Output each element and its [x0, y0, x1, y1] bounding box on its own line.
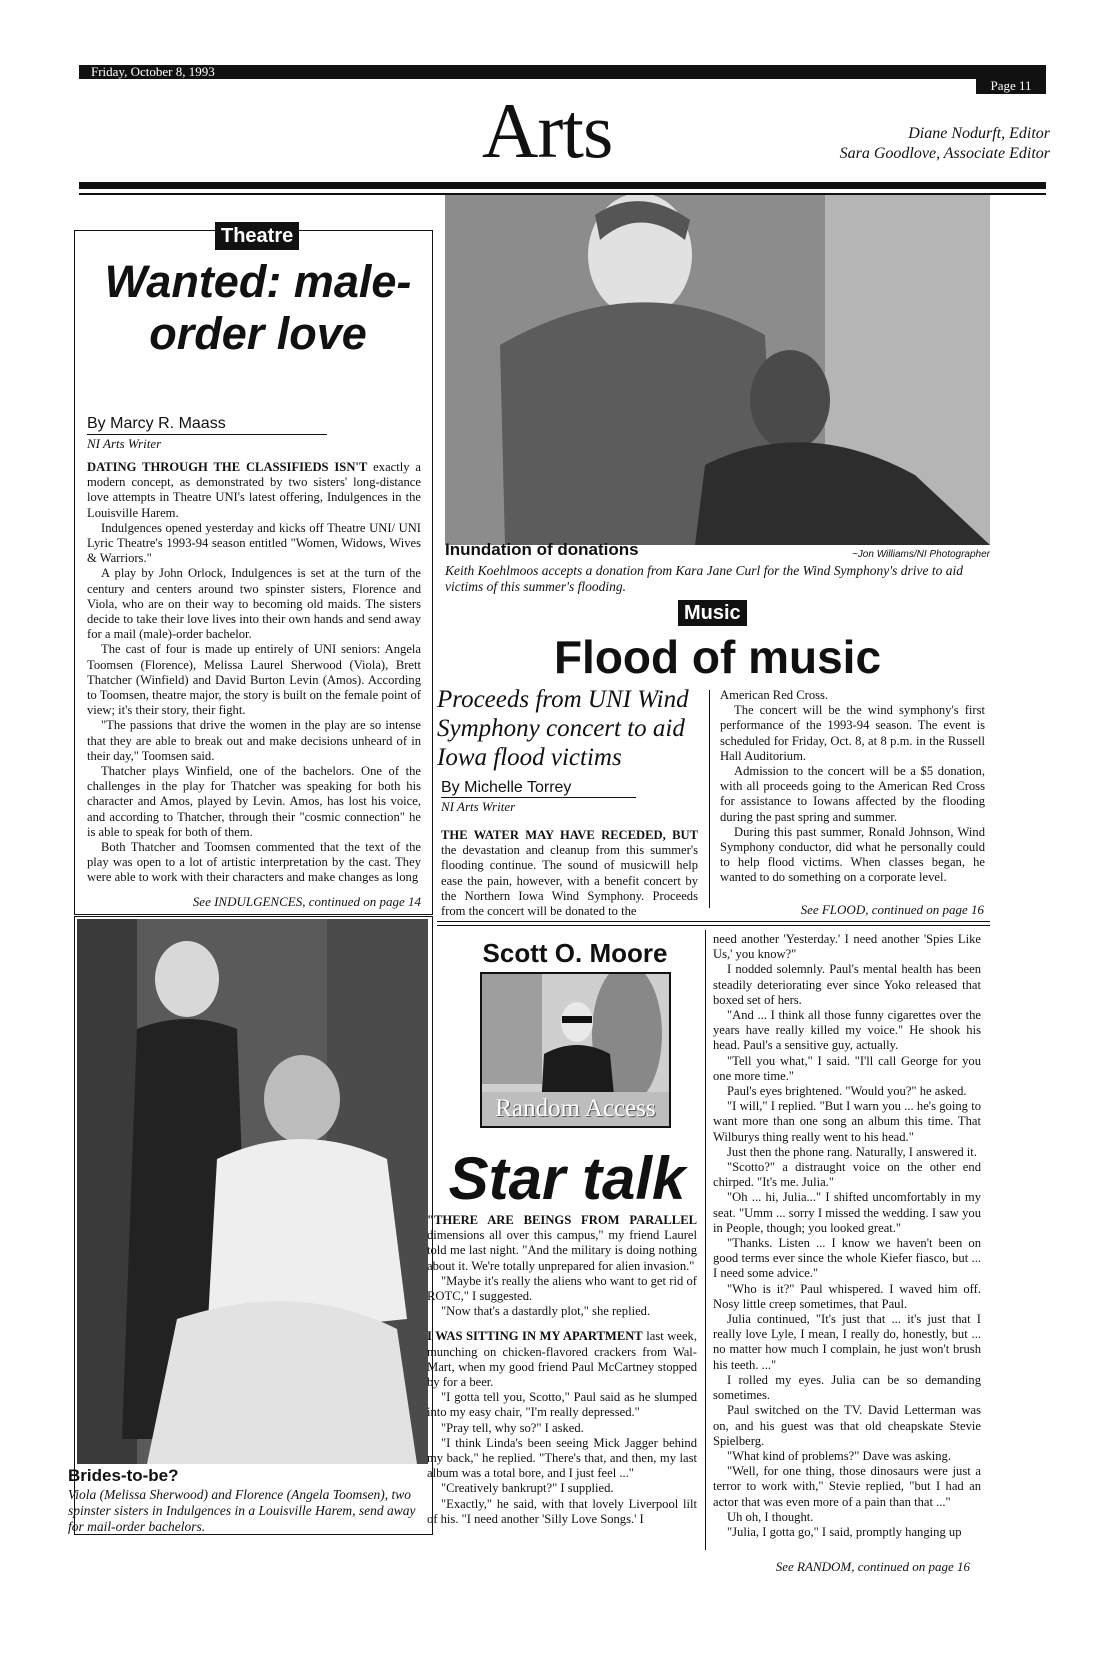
column-paragraph: Just then the phone rang. Naturally, I answered it. — [727, 1144, 977, 1159]
theatre-label: Theatre — [215, 222, 299, 250]
theatre-paragraph: "The passions that drive the women in the play are so intense that they are able to break out and make decisions unheard of in their day," Toomsen said. — [87, 718, 421, 763]
column-paragraph: "Maybe it's really the aliens who want to get rid of ROTC," I suggested. — [427, 1273, 697, 1304]
music-paragraph: During this past summer, Ronald Johnson, Wind Symphony conductor, did what he personally could to help flood victims. When classes began, he wanted to do something on a corporate level. — [720, 824, 985, 885]
theatre-headline-line1: Wanted: male- — [104, 256, 412, 307]
columnist-photo — [480, 972, 671, 1128]
music-headline: Flood of music — [553, 631, 882, 683]
column-paragraph: "Well, for one thing, those dinosaurs were just a terror to work with," Stevie replied, "but I had an actor that was even more of a pain than that ..." — [713, 1464, 981, 1509]
column-paragraph: "Who is it?" Paul whispered. I waved him off. Nosy little creep sometimes, that Paul. — [713, 1281, 981, 1311]
brides-photo — [77, 919, 428, 1464]
column-body-col1: "THERE ARE BEINGS FROM PARALLEL dimensions all over this campus," my friend Laurel told me last night. "And the military is doing nothing about it. We're totally unprepared for alien invasion." "Maybe it's really the aliens who want to get rid of ROTC," I suggested. "Now that's a dastardly plot," she replied. I WAS SITTING IN MY APARTMENT last week, munching on chicken-flavored crackers from Wal-Mart, when my good friend Paul McCartney stopped by for a beer. "I gotta tell you, Scotto," Paul said as he slumped into my easy chair, "I'm really depressed." "Pray tell, why so?" I asked. "I think Linda's been seeing Mick Jagger behind my back," he replied. "There's that, and then, my last album was a total bore, and I just feel ..." "Creatively bankrupt?" I supplied. "Exactly," he said, with that lovely Liverpool lilt of his. "I need another 'Silly Love Songs.' I — [427, 1213, 697, 1526]
column-paragraph: "Scotto?" a distraught voice on the other end chirped. "It's me. Julia." — [713, 1160, 981, 1190]
theatre-body: DATING THROUGH THE CLASSIFIEDS ISN'T exactly a modern concept, as demonstrated by two sisters' long-distance love attempts in Theatre UNI's latest offering, Indulgences in the Louisville Harem. Indulgences opened yesterday and kicks off Theatre UNI/ UNI Lyric Theatre's 1993-94 season entitled "Women, Widows, Wives & Warriors." A play by John Orlock, Indulgences is set at the turn of the century and centers around two spinster sisters, Florence and Viola, who are on their way to becoming old maids. The sisters decide to take their love lives into their own hands and send away for a mail (male)-order bachelor. The cast of four is made up entirely of UNI seniors: Angela Toomsen (Florence), Melissa Laurel Sherwood (Viola), Brett Thatcher (Winfield) and David Burton Levin (Amos). According to Toomsen, theatre major, the story is built on the female point of view; it's their story, their fight. "The passions that drive the women in the play are so intense that they are able to break out and make decisions unheard of in their day," Toomsen said. Thatcher plays Winfield, one of the bachelors. One of the challenges in the play for Thatcher was speaking for both his character and Amos, played by Levin. Amos, has lost his voice, and according to Thatcher, through their "cosmic connection" he is able to speak for both of them. Both Thatcher and Toomsen commented that the text of the play was open to a lot of artistic interpretation by the cast. They were able to work with their characters and make changes as long — [87, 460, 421, 885]
column-lead2: I WAS SITTING IN MY APARTMENT — [427, 1329, 643, 1344]
column-paragraph: "Creatively bankrupt?" I supplied. — [441, 1481, 614, 1496]
theatre-paragraph: A play by John Orlock, Indulgences is set at the turn of the century and centers around two spinster sisters, Florence and Viola, who are on their way to becoming old maids. The sisters decide to take their love lives into their own hands and send away for a mail (male)-order bachelor. — [87, 566, 421, 642]
music-paragraph: American Red Cross. — [720, 688, 829, 702]
music-column-divider — [709, 690, 710, 908]
column-paragraph: Paul switched on the TV. David Letterman was on, and his guest was that old cheapskate Stevie Spielberg. — [713, 1403, 981, 1448]
theatre-byline: By Marcy R. Maass — [87, 415, 226, 432]
theatre-headline — [88, 256, 428, 360]
theatre-paragraph: Both Thatcher and Toomsen commented that the text of the play was open to a lot of artistic interpretation by the cast. They were able to work with their characters and make changes as long — [87, 840, 421, 885]
theatre-continued: See INDULGENCES, continued on page 14 — [192, 894, 421, 909]
donation-photo — [445, 195, 990, 545]
associate-editor-name: Sara Goodlove, Associate Editor — [839, 145, 1050, 162]
column-continued: See RANDOM, continued on page 16 — [775, 1559, 970, 1574]
section-title: Arts — [482, 87, 613, 174]
column-divider — [705, 930, 706, 1550]
theatre-paragraph: The cast of four is made up entirely of UNI seniors: Angela Toomsen (Florence), Melissa Laurel Sherwood (Viola), Brett Thatcher (Winfield) and David Burton Levin (Amos). According to Toomsen, theatre major, the story is built on the female point of view; it's their story, their fight. — [87, 642, 421, 718]
column-paragraph: "I think Linda's been seeing Mick Jagger behind my back," he replied. "There's that, and then, my last album was a total bore, and I just feel ..." — [427, 1435, 697, 1481]
top-bar — [79, 65, 1046, 79]
column-paragraph: "Oh ... hi, Julia..." I shifted uncomfortably in my seat. "Umm ... sorry I missed the wedding. I saw you in People, though; you looked great." — [713, 1190, 981, 1235]
music-paragraph: The concert will be the wind symphony's first performance of the 1993-94 season. The event is scheduled for Friday, Oct. 8, at 8 p.m. in the Russell Hall Auditorium. — [720, 703, 985, 763]
column-paragraph: "I gotta tell you, Scotto," Paul said as he slumped into my easy chair, "I'm really depressed." — [427, 1390, 697, 1420]
column-paragraph: "Thanks. Listen ... I know we haven't been on good terms ever since the whole Kiefer fiasco, but ... I need some advice." — [713, 1236, 981, 1281]
music-body-col2 — [720, 688, 985, 886]
donation-caption-title: Inundation of donations — [445, 540, 639, 559]
editor-name: Diane Nodurft, Editor — [908, 125, 1050, 142]
music-body-col1: THE WATER MAY HAVE RECEDED, BUT the devastation and cleanup from this summer's flooding continue. The sound of musicwill help ease the pain, however, with a benefit concert by the Northern Iowa Wind Symphony. Proceeds from the concert will be donated to the — [441, 828, 698, 919]
column-paragraph: "Pray tell, why so?" I asked. — [441, 1420, 584, 1435]
music-label: Music — [678, 600, 747, 626]
music-deck: Proceeds from UNI Wind Symphony concert to aid Iowa flood victims — [437, 686, 689, 771]
music-lead: THE WATER MAY HAVE RECEDED, BUT — [441, 828, 698, 842]
column-lead1: "THERE ARE BEINGS FROM PARALLEL — [427, 1213, 697, 1227]
masthead-rule — [79, 182, 1046, 189]
column-paragraph: "And ... I think all those funny cigarettes over the years have really killed my voice." He shook his head. Paul's a sensitive guy, actually. — [713, 1008, 981, 1053]
theatre-headline-line2: order love — [149, 308, 367, 359]
music-byline: By Michelle Torrey — [441, 779, 572, 796]
column-headline: Star talk — [448, 1145, 686, 1212]
column-paragraph: Uh oh, I thought. — [727, 1509, 814, 1524]
issue-date: Friday, October 8, 1993 — [91, 64, 215, 79]
page-number: Page 11 — [976, 77, 1046, 94]
column-paragraph: "Tell you what," I said. "I'll call George for you one more time." — [713, 1053, 981, 1083]
brides-photo-image — [77, 919, 428, 1464]
column-paragraph: "Now that's a dastardly plot," she replied. — [441, 1304, 651, 1319]
brides-caption-title: Brides-to-be? — [68, 1466, 179, 1485]
theatre-writer-role: NI Arts Writer — [87, 434, 327, 452]
section-divider — [437, 925, 990, 926]
section-divider — [437, 921, 990, 922]
column-paragraph: "Julia, I gotta go," I said, promptly hanging up — [727, 1524, 962, 1539]
editor-credits — [760, 124, 1050, 164]
music-paragraph: Admission to the concert will be a $5 donation, with all proceeds going to the American Red Cross for assistance to Iowans affected by the flooding during the past spring and summer. — [720, 764, 985, 824]
column-body-col2 — [713, 932, 981, 1540]
column-paragraph: I rolled my eyes. Julia can be so demanding sometimes. — [713, 1372, 981, 1403]
column-author: Scott O. Moore — [482, 938, 668, 968]
column-paragraph: "I will," I replied. "But I warn you ... he's going to want more than one song an album this time. That Wilburys thing really went to his head." — [713, 1099, 981, 1144]
column-paragraph: I nodded solemnly. Paul's mental health has been steadily deteriorating ever since Yoko released that boxed set of hers. — [713, 962, 981, 1007]
theatre-paragraph: Thatcher plays Winfield, one of the bachelors. One of the challenges in the play for Thatcher was speaking for both his character and Amos, played by Levin. Amos, has lost his voice, and according to Thatcher, through their "cosmic connection" he is able to speak for both of them. — [87, 764, 421, 839]
column-series-title: Random Access — [495, 1095, 656, 1122]
donation-photo-image — [445, 195, 990, 545]
column-paragraph: Julia continued, "It's just that ... it's just that I really love Lyle, I mean, I really do, honestly, but ... no matter how much I complain, he just won't brush his teeth. ..." — [713, 1312, 981, 1372]
donation-caption: Keith Koehlmoos accepts a donation from Kara Jane Curl for the Wind Symphony's drive to aid victims of this summer's flooding. — [445, 563, 963, 594]
theatre-lead: DATING THROUGH THE CLASSIFIEDS ISN'T — [87, 460, 368, 474]
column-paragraph: "Exactly," he said, with that lovely Liverpool lilt of his. "I need another 'Silly Love Songs.' I — [427, 1496, 697, 1526]
photo-credit: ~Jon Williams/NI Photographer — [851, 549, 990, 560]
column-paragraph: need another 'Yesterday.' I need another 'Spies Like Us,' you know?" — [713, 932, 981, 962]
column-paragraph: "What kind of problems?" Dave was asking. — [727, 1448, 951, 1463]
music-continued: See FLOOD, continued on page 16 — [800, 902, 984, 917]
brides-caption: Viola (Melissa Sherwood) and Florence (Angela Toomsen), two spinster sisters in Indulgences in a Louisville Harem, send away for mail-order bachelors. — [68, 1487, 416, 1534]
music-writer-role: NI Arts Writer — [441, 797, 636, 815]
column-paragraph: Paul's eyes brightened. "Would you?" he asked. — [727, 1084, 967, 1099]
theatre-paragraph: Indulgences opened yesterday and kicks off Theatre UNI/ UNI Lyric Theatre's 1993-94 season entitled "Women, Widows, Wives & Warriors." — [87, 520, 421, 566]
